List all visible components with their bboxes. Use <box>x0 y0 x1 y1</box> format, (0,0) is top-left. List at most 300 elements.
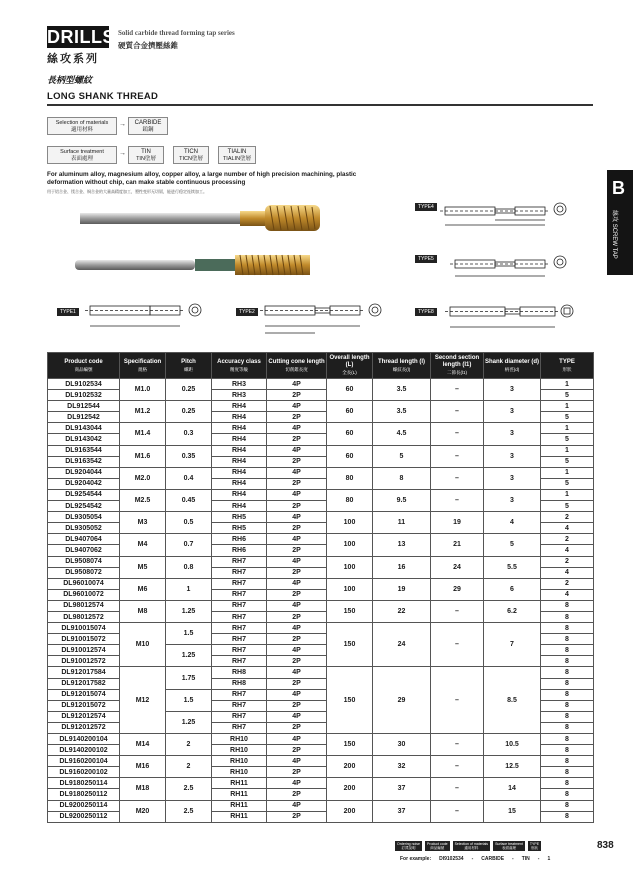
accuracy-class: RH4 <box>212 478 267 489</box>
table-row <box>48 489 594 500</box>
type: 2 <box>541 512 594 523</box>
cutting-cone-length: 4P <box>267 645 327 656</box>
specification: M5 <box>120 556 166 578</box>
accuracy-class: RH11 <box>212 789 267 800</box>
type: 8 <box>541 600 594 611</box>
side-tab-text-zh: 絲攻 <box>611 210 617 223</box>
second-section-length: – <box>431 489 484 511</box>
shank-diameter: 3 <box>484 445 541 467</box>
cutting-cone-length: 4P <box>267 534 327 545</box>
accuracy-class: RH4 <box>212 467 267 478</box>
pitch: 2 <box>166 734 212 756</box>
accuracy-class: RH7 <box>212 556 267 567</box>
overall-length: 60 <box>327 423 373 445</box>
product-code: DL9160200102 <box>48 767 120 778</box>
second-section-length: – <box>431 423 484 445</box>
type: 8 <box>541 767 594 778</box>
cutting-cone-length: 4P <box>267 445 327 456</box>
product-code: DL910015072 <box>48 634 120 645</box>
type: 8 <box>541 623 594 634</box>
product-code: DL910015074 <box>48 623 120 634</box>
footer-box: TYPE 形狀 <box>529 842 540 850</box>
table-row <box>48 379 594 390</box>
pitch: 1 <box>166 578 212 600</box>
accuracy-class: RH7 <box>212 589 267 600</box>
footer-box: Product code 商品編號 <box>426 842 448 850</box>
overall-length: 100 <box>327 578 373 600</box>
thread-length: 22 <box>373 600 431 622</box>
specification: M16 <box>120 756 166 778</box>
type2-diagram <box>260 298 390 338</box>
description: For aluminum alloy, magnesium alloy, copper alloy, a large number of high precision machining, plastic deformation without chip, can make stable continuous processing <box>47 171 357 186</box>
cutting-cone-length: 4P <box>267 401 327 412</box>
accuracy-class: RH7 <box>212 689 267 700</box>
cutting-cone-length: 2P <box>267 390 327 401</box>
thread-length: 37 <box>373 778 431 800</box>
table-header <box>48 353 594 379</box>
material-value-zh: 鎢鋼 <box>142 127 154 133</box>
coating-name: TICN <box>184 149 198 155</box>
specification: M1.4 <box>120 423 166 445</box>
second-section-length: – <box>431 778 484 800</box>
accuracy-class: RH6 <box>212 534 267 545</box>
product-code: DL912015072 <box>48 700 120 711</box>
overall-length: 80 <box>327 489 373 511</box>
product-code: DL9508072 <box>48 567 120 578</box>
product-code: DL912017584 <box>48 667 120 678</box>
product-code: DL9407062 <box>48 545 120 556</box>
overall-length: 150 <box>327 667 373 734</box>
table-row <box>48 401 594 412</box>
type: 5 <box>541 456 594 467</box>
type-label: TYPE8 <box>415 308 437 316</box>
type: 5 <box>541 434 594 445</box>
accuracy-class: RH10 <box>212 734 267 745</box>
table-row <box>48 423 594 434</box>
type: 1 <box>541 401 594 412</box>
cutting-cone-length: 4P <box>267 734 327 745</box>
second-section-length: – <box>431 800 484 822</box>
type: 1 <box>541 467 594 478</box>
type: 4 <box>541 589 594 600</box>
thread-length: 3.5 <box>373 401 431 423</box>
section-title: LONG SHANK THREAD <box>47 91 159 102</box>
pitch: 1.5 <box>166 689 212 711</box>
type8-diagram <box>445 295 575 337</box>
type-label: TYPE4 <box>415 203 437 211</box>
second-section-length: 21 <box>431 534 484 556</box>
product-code: DL910012572 <box>48 656 120 667</box>
cutting-cone-length: 4P <box>267 667 327 678</box>
type: 4 <box>541 523 594 534</box>
product-code: DL9160200104 <box>48 756 120 767</box>
accuracy-class: RH7 <box>212 567 267 578</box>
product-code: DL9143042 <box>48 434 120 445</box>
cutting-cone-length: 4P <box>267 689 327 700</box>
cutting-cone-length: 2P <box>267 700 327 711</box>
table-row <box>48 467 594 478</box>
specification: M18 <box>120 778 166 800</box>
thread-length: 5 <box>373 445 431 467</box>
second-section-length: 19 <box>431 512 484 534</box>
coating-name-zh: TIALIN塗層 <box>222 156 252 162</box>
accuracy-class: RH4 <box>212 489 267 500</box>
accuracy-class: RH4 <box>212 412 267 423</box>
type: 5 <box>541 390 594 401</box>
surface-label-box <box>47 146 117 164</box>
shank-diameter: 6.2 <box>484 600 541 622</box>
type: 2 <box>541 578 594 589</box>
column-header: Overall length (L) 全長(L) <box>327 353 373 379</box>
accuracy-class: RH4 <box>212 434 267 445</box>
materials-label-zh: 適用材料 <box>70 127 93 133</box>
product-code: DL9305052 <box>48 523 120 534</box>
type: 5 <box>541 478 594 489</box>
type: 5 <box>541 501 594 512</box>
shank-diameter: 8.5 <box>484 667 541 734</box>
cutting-cone-length: 2P <box>267 678 327 689</box>
type: 8 <box>541 656 594 667</box>
second-section-length: – <box>431 379 484 401</box>
accuracy-class: RH7 <box>212 578 267 589</box>
pitch: 1.25 <box>166 645 212 667</box>
accuracy-class: RH7 <box>212 623 267 634</box>
type: 8 <box>541 745 594 756</box>
column-header: Second section length (l1) 二節長(l1) <box>431 353 484 379</box>
cutting-cone-length: 2P <box>267 523 327 534</box>
pitch: 0.8 <box>166 556 212 578</box>
product-code: DL9254542 <box>48 501 120 512</box>
cutting-cone-length: 4P <box>267 379 327 390</box>
cutting-cone-length: 4P <box>267 756 327 767</box>
shank-diameter: 10.5 <box>484 734 541 756</box>
footer-box: Surface treatment 表面處理 <box>495 842 523 850</box>
pitch: 1.5 <box>166 623 212 645</box>
cutting-cone-length: 4P <box>267 556 327 567</box>
example-part: TIN <box>521 856 530 862</box>
material-value: CARBIDE <box>134 120 162 126</box>
table-row <box>48 600 594 611</box>
pitch: 2.5 <box>166 778 212 800</box>
type: 8 <box>541 667 594 678</box>
type: 8 <box>541 778 594 789</box>
table-row <box>48 556 594 567</box>
shank-diameter: 15 <box>484 800 541 822</box>
overall-length: 200 <box>327 756 373 778</box>
type: 4 <box>541 567 594 578</box>
cutting-cone-length: 2P <box>267 634 327 645</box>
coating-name: TIALIN <box>227 149 247 155</box>
pitch: 0.7 <box>166 534 212 556</box>
product-code: DL9180250114 <box>48 778 120 789</box>
pitch: 0.35 <box>166 445 212 467</box>
thread-length: 19 <box>373 578 431 600</box>
thread-length: 3.5 <box>373 379 431 401</box>
second-section-length: – <box>431 401 484 423</box>
table-row <box>48 667 594 678</box>
type: 1 <box>541 423 594 434</box>
product-code: DL9180250112 <box>48 789 120 800</box>
cutting-cone-length: 4P <box>267 623 327 634</box>
accuracy-class: RH4 <box>212 445 267 456</box>
coating-box <box>218 146 256 164</box>
overall-length: 100 <box>327 556 373 578</box>
type-label: TYPE1 <box>57 308 79 316</box>
column-header: Cutting cone length 切削錐長度 <box>267 353 327 379</box>
second-section-length: – <box>431 600 484 622</box>
specification: M12 <box>120 667 166 734</box>
type: 5 <box>541 412 594 423</box>
product-code: DL9140200102 <box>48 745 120 756</box>
product-code: DL912544 <box>48 401 120 412</box>
column-header: TYPE 形狀 <box>541 353 594 379</box>
product-code: DL9200250114 <box>48 800 120 811</box>
accuracy-class: RH11 <box>212 811 267 822</box>
type-label: TYPE2 <box>236 308 258 316</box>
product-code: DL9407064 <box>48 534 120 545</box>
second-section-length: – <box>431 756 484 778</box>
cutting-cone-length: 4P <box>267 489 327 500</box>
type: 8 <box>541 689 594 700</box>
overall-length: 150 <box>327 600 373 622</box>
type5-diagram <box>440 250 570 282</box>
second-section-length: – <box>431 734 484 756</box>
cutting-cone-length: 4P <box>267 467 327 478</box>
product-code: DL96010074 <box>48 578 120 589</box>
shank-diameter: 5.5 <box>484 556 541 578</box>
accuracy-class: RH10 <box>212 767 267 778</box>
page-number: 838 <box>597 840 614 851</box>
specification: M20 <box>120 800 166 822</box>
cutting-cone-length: 2P <box>267 478 327 489</box>
series-title-en: Solid carbide thread forming tap series <box>118 29 235 37</box>
product-code: DL912015074 <box>48 689 120 700</box>
table-row <box>48 800 594 811</box>
second-section-length: 29 <box>431 578 484 600</box>
product-code: DL9163544 <box>48 445 120 456</box>
type1-diagram <box>80 298 210 334</box>
example-label: For example: <box>400 856 432 862</box>
tap-photo-1 <box>80 205 320 231</box>
second-section-length: – <box>431 667 484 734</box>
column-header: Specification 規格 <box>120 353 166 379</box>
accuracy-class: RH8 <box>212 678 267 689</box>
accuracy-class: RH11 <box>212 778 267 789</box>
table-row <box>48 512 594 523</box>
shank-diameter: 6 <box>484 578 541 600</box>
specification: M1.2 <box>120 401 166 423</box>
coating-name-zh: TIN塗層 <box>136 156 156 162</box>
type: 1 <box>541 489 594 500</box>
type: 8 <box>541 700 594 711</box>
type: 8 <box>541 789 594 800</box>
materials-label-box <box>47 117 117 135</box>
product-code: DL912012574 <box>48 711 120 722</box>
type4-diagram <box>440 195 570 235</box>
specification: M4 <box>120 534 166 556</box>
cutting-cone-length: 4P <box>267 600 327 611</box>
accuracy-class: RH7 <box>212 711 267 722</box>
product-code: DL9200250112 <box>48 811 120 822</box>
accuracy-class: RH3 <box>212 379 267 390</box>
type: 8 <box>541 722 594 733</box>
table-row <box>48 623 594 634</box>
accuracy-class: RH4 <box>212 501 267 512</box>
overall-length: 80 <box>327 467 373 489</box>
specification: M6 <box>120 578 166 600</box>
column-header: Product code 商品編號 <box>48 353 120 379</box>
pitch: 0.5 <box>166 512 212 534</box>
thread-length: 11 <box>373 512 431 534</box>
shank-diameter: 3 <box>484 467 541 489</box>
cutting-cone-length: 2P <box>267 412 327 423</box>
side-tab-text <box>611 210 620 259</box>
tap-photo-2 <box>75 255 310 275</box>
type: 8 <box>541 678 594 689</box>
brand-logo: DRILLS <box>47 27 115 47</box>
product-code: DL9102532 <box>48 390 120 401</box>
cutting-cone-length: 2P <box>267 456 327 467</box>
cutting-cone-length: 2P <box>267 811 327 822</box>
accuracy-class: RH7 <box>212 600 267 611</box>
shank-diameter: 3 <box>484 379 541 401</box>
example-part: - <box>537 856 540 862</box>
table-row <box>48 445 594 456</box>
section-title-zh: 長柄型螺紋 <box>47 75 93 85</box>
accuracy-class: RH6 <box>212 545 267 556</box>
cutting-cone-length: 2P <box>267 767 327 778</box>
overall-length: 150 <box>327 623 373 667</box>
type: 8 <box>541 800 594 811</box>
footer-box: Ordering noise 訂貨說明 <box>397 842 420 850</box>
pitch: 1.75 <box>166 667 212 689</box>
column-header: Pitch 螺距 <box>166 353 212 379</box>
surface-label-zh: 表面處理 <box>70 156 93 162</box>
example-part: DI9102534 <box>439 856 464 862</box>
thread-length: 30 <box>373 734 431 756</box>
coating-box <box>128 146 164 164</box>
cutting-cone-length: 4P <box>267 800 327 811</box>
accuracy-class: RH10 <box>212 745 267 756</box>
type: 8 <box>541 634 594 645</box>
pitch: 0.25 <box>166 401 212 423</box>
accuracy-class: RH7 <box>212 634 267 645</box>
specification: M1.0 <box>120 379 166 401</box>
example-part: 1 <box>547 856 551 862</box>
material-box <box>128 117 168 135</box>
thread-length: 9.5 <box>373 489 431 511</box>
accuracy-class: RH4 <box>212 456 267 467</box>
product-code: DL910012574 <box>48 645 120 656</box>
type: 1 <box>541 379 594 390</box>
series-title-zh: 硬質合金擠壓絲錐 <box>118 41 178 50</box>
type: 2 <box>541 534 594 545</box>
specification: M3 <box>120 512 166 534</box>
second-section-length: – <box>431 445 484 467</box>
specification: M2.5 <box>120 489 166 511</box>
second-section-length: – <box>431 623 484 667</box>
overall-length: 200 <box>327 800 373 822</box>
surface-label: Surface treatment <box>60 149 104 155</box>
specification: M2.0 <box>120 467 166 489</box>
cutting-cone-length: 2P <box>267 567 327 578</box>
cutting-cone-length: 2P <box>267 589 327 600</box>
coating-name: TIN <box>141 149 151 155</box>
ordering-example <box>400 856 550 862</box>
cutting-cone-length: 2P <box>267 656 327 667</box>
accuracy-class: RH4 <box>212 423 267 434</box>
overall-length: 200 <box>327 778 373 800</box>
type: 1 <box>541 445 594 456</box>
shank-diameter: 4 <box>484 512 541 534</box>
type: 4 <box>541 545 594 556</box>
specification: M14 <box>120 734 166 756</box>
product-code: DL912542 <box>48 412 120 423</box>
table-row <box>48 778 594 789</box>
pitch: 0.25 <box>166 379 212 401</box>
arrow-right-icon: → <box>119 150 126 157</box>
cutting-cone-length: 4P <box>267 512 327 523</box>
specification: M10 <box>120 623 166 667</box>
pitch: 1.25 <box>166 600 212 622</box>
table-row <box>48 734 594 745</box>
accuracy-class: RH7 <box>212 722 267 733</box>
shank-diameter: 14 <box>484 778 541 800</box>
product-code: DL912017582 <box>48 678 120 689</box>
accuracy-class: RH11 <box>212 800 267 811</box>
type: 8 <box>541 734 594 745</box>
specification: M1.6 <box>120 445 166 467</box>
overall-length: 60 <box>327 379 373 401</box>
type: 8 <box>541 811 594 822</box>
product-code: DL912012572 <box>48 722 120 733</box>
shank-diameter: 3 <box>484 401 541 423</box>
shank-diameter: 3 <box>484 423 541 445</box>
accuracy-class: RH3 <box>212 390 267 401</box>
column-header: Accuracy class 精度等級 <box>212 353 267 379</box>
pitch: 0.45 <box>166 489 212 511</box>
accuracy-class: RH7 <box>212 611 267 622</box>
shank-diameter: 7 <box>484 623 541 667</box>
cutting-cone-length: 2P <box>267 722 327 733</box>
product-code: DL9305054 <box>48 512 120 523</box>
product-code: DL9140200104 <box>48 734 120 745</box>
cutting-cone-length: 4P <box>267 711 327 722</box>
product-code: DL9508074 <box>48 556 120 567</box>
column-header: Shank diameter (d) 柄徑(d) <box>484 353 541 379</box>
example-part: - <box>512 856 514 862</box>
pitch: 0.4 <box>166 467 212 489</box>
specification: M8 <box>120 600 166 622</box>
side-tab-letter: B <box>612 178 625 198</box>
arrow-right-icon: → <box>119 121 126 128</box>
product-code: DL9102534 <box>48 379 120 390</box>
thread-length: 29 <box>373 667 431 734</box>
accuracy-class: RH5 <box>212 523 267 534</box>
type: 2 <box>541 556 594 567</box>
coating-box <box>173 146 209 164</box>
accuracy-class: RH8 <box>212 667 267 678</box>
materials-label: Selection of materials <box>55 120 109 126</box>
accuracy-class: RH10 <box>212 756 267 767</box>
pitch: 1.25 <box>166 711 212 733</box>
product-code: DL9204042 <box>48 478 120 489</box>
thread-length: 16 <box>373 556 431 578</box>
description-zh: 用于铝合金、镁合金、铜合金的大量高精度加工，塑性变形无切屑，能进行稳定连续加工。 <box>47 189 207 194</box>
side-tab <box>607 170 633 275</box>
product-code: DL9204044 <box>48 467 120 478</box>
thread-length: 24 <box>373 623 431 667</box>
